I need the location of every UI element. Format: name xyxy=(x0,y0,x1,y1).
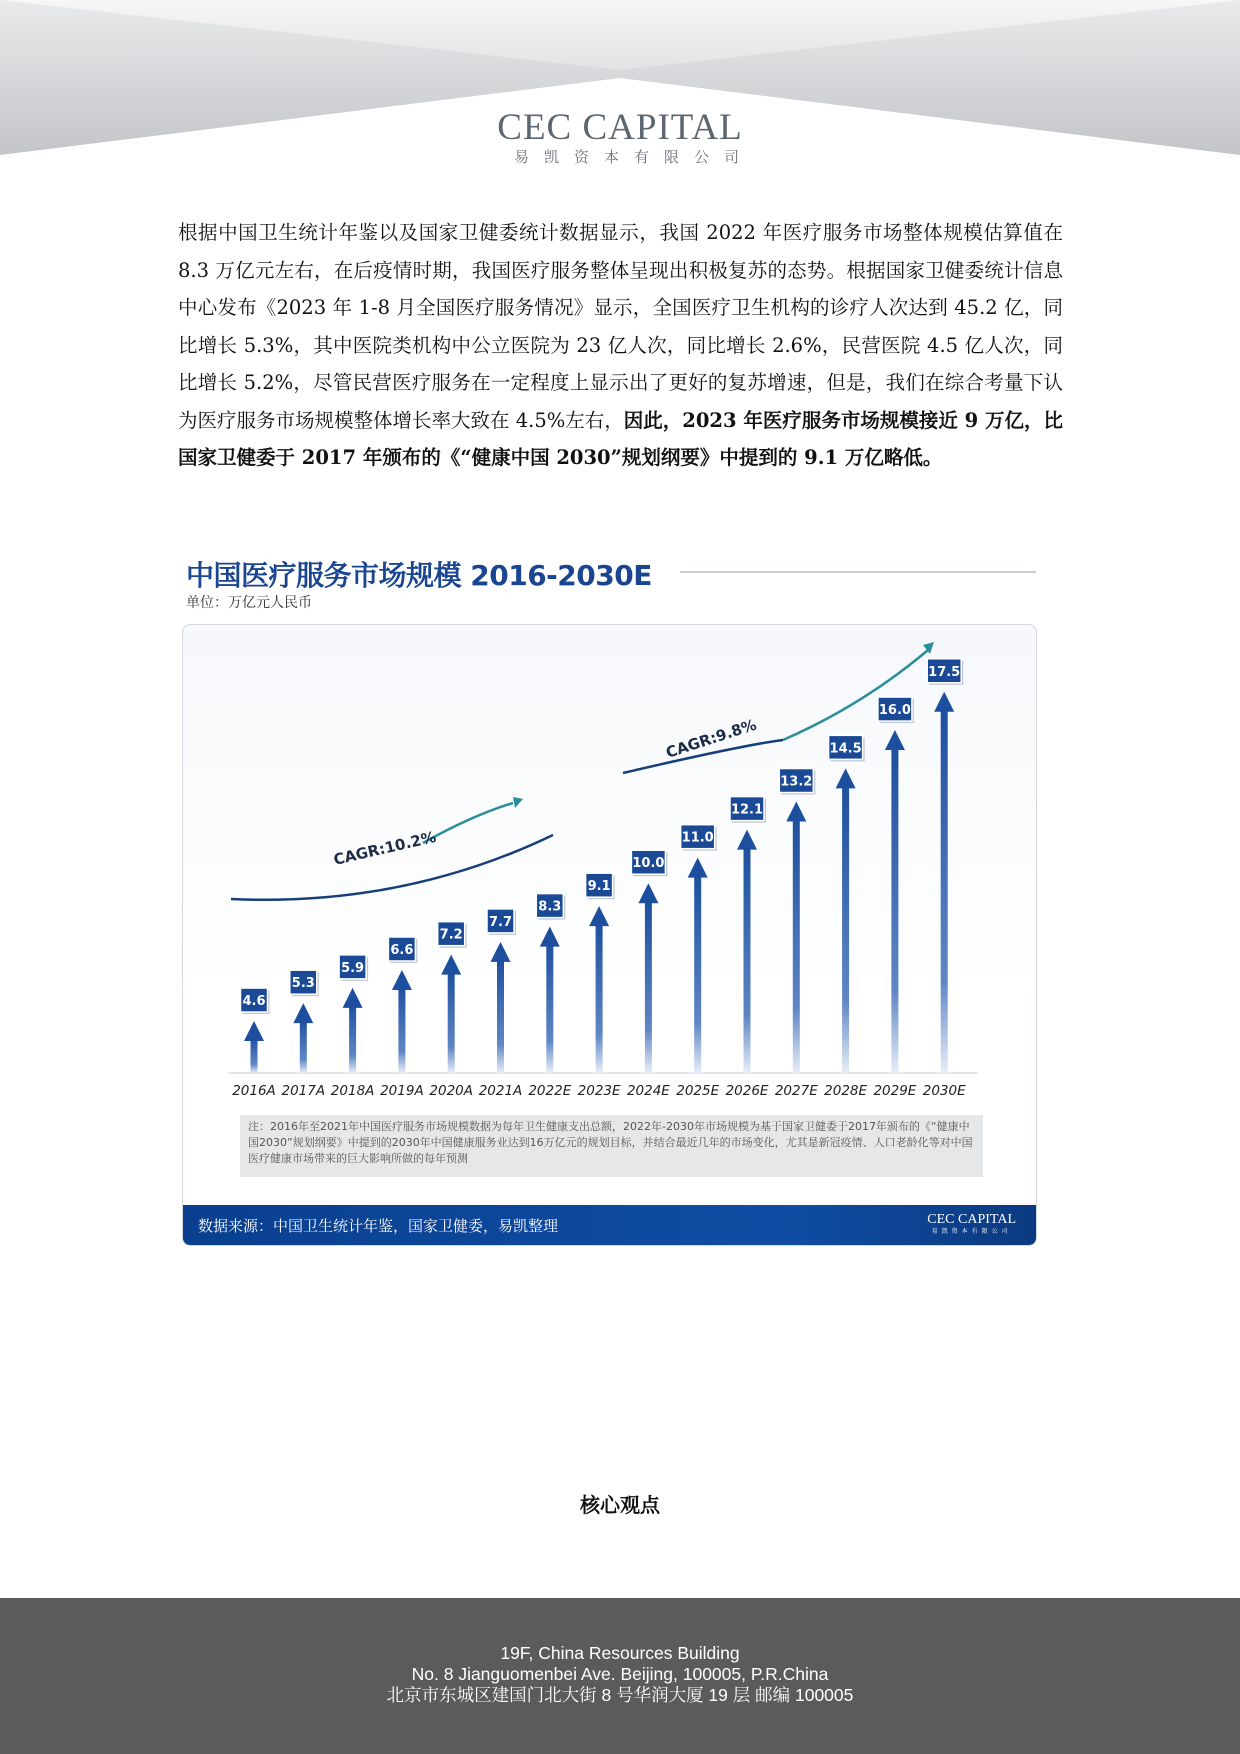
category-label: 2017A xyxy=(281,1083,326,1099)
bar-arrowhead xyxy=(737,830,757,850)
bar-arrowhead xyxy=(540,927,560,947)
value-label: 11.0 xyxy=(681,830,714,846)
chart-note: 注：2016年至2021年中国医疗服务市场规模数据为每年卫生健康支出总额，2022年-2030年市场规模为基于国家卫健委于2017年颁布的《“健康中国2030”规划纲要》中提到的2030年中国健康服务业达到16万亿元的规划目标，并结合最近几年的市场变化，尤其是新冠疫情、人口老龄化等对中国医疗健康市场带来的巨大影响所做的每年预测 xyxy=(240,1115,983,1177)
cagr-arc-2-arrow xyxy=(783,650,928,740)
source-logo-subtitle: 易凯资本有限公司 xyxy=(931,1228,1012,1235)
chart-source: 数据来源：中国卫生统计年鉴，国家卫健委，易凯整理 xyxy=(198,1217,559,1235)
bar-2028E xyxy=(842,784,849,1073)
bar-2029E xyxy=(891,746,898,1073)
bar-2022E xyxy=(546,943,553,1073)
value-label: 5.3 xyxy=(291,976,315,992)
source-logo xyxy=(927,1213,1016,1236)
footer-address-line-3: 北京市东城区建国门北大街 8 号华润大厦 19 层 邮编 100005 xyxy=(386,1685,854,1705)
value-label: 14.5 xyxy=(829,741,862,757)
value-label: 13.2 xyxy=(780,774,813,790)
category-label: 2028E xyxy=(824,1083,868,1099)
logo-subtitle: 易凯资本有限公司 xyxy=(513,148,754,166)
bar-arrowhead xyxy=(293,1003,313,1023)
bar-2021A xyxy=(497,958,504,1073)
bar-2016A xyxy=(251,1037,258,1073)
bar-arrowhead xyxy=(392,970,412,990)
page-footer xyxy=(0,1598,1240,1754)
value-label: 12.1 xyxy=(730,802,764,818)
chart-title: 中国医疗服务市场规模 2016-2030E xyxy=(186,559,652,592)
value-label: 10.0 xyxy=(632,856,665,872)
category-label: 2030E xyxy=(922,1083,966,1099)
category-label: 2025E xyxy=(676,1083,720,1099)
bar-arrowhead xyxy=(836,768,856,788)
intro-text: 根据中国卫生统计年鉴以及国家卫健委统计数据显示，我国 2022 年医疗服务市场整体规模估算值在 8.3 万亿元左右，在后疫情时期，我国医疗服务整体呈现出积极复苏的态势。根据国家卫健委统计信息中心发布《2023 年 1-8 月全国医疗服务情况》显示，全国医疗卫生机构的诊疗人次达到 45.2 亿，同比增长 5.3%，其中医院类机构中公立医院为 23 亿人次，同比增长 2.6%，民营医院 4.5 亿人次，同比增长 5.2%，尽管民营医疗服务在一定程度上显示出了更好的复苏增速，但是，我们在综合考量下认为医疗服务市场规模整体增长率大致在 4.5%左右， xyxy=(178,221,1063,432)
bar-arrowhead xyxy=(786,802,806,822)
bar-2027E xyxy=(793,818,800,1073)
category-label: 2016A xyxy=(232,1083,276,1099)
chart-panel xyxy=(182,624,1037,1246)
title-rule xyxy=(680,571,1036,573)
bar-2018A xyxy=(349,1004,356,1073)
category-label: 2022E xyxy=(528,1083,572,1099)
bar-2023E xyxy=(596,922,603,1073)
category-label: 2018A xyxy=(330,1083,375,1099)
value-label: 5.9 xyxy=(341,960,365,976)
logo-text: CEC CAPITAL xyxy=(497,107,743,148)
cagr-arc-1-arrow xyxy=(423,803,513,843)
value-label: 9.1 xyxy=(587,879,611,895)
category-label: 2020A xyxy=(429,1083,473,1099)
bar-chart-svg xyxy=(183,625,1036,1115)
bar-arrowhead xyxy=(491,942,511,962)
bar-arrowhead xyxy=(638,883,658,903)
category-label: 2019A xyxy=(380,1083,424,1099)
category-label: 2027E xyxy=(774,1083,818,1099)
bar-arrowhead xyxy=(934,692,954,712)
company-logo xyxy=(0,108,1240,148)
bar-2017A xyxy=(300,1019,307,1073)
source-logo-text: CEC CAPITAL xyxy=(927,1212,1016,1227)
value-label: 16.0 xyxy=(878,703,911,719)
market-size-chart xyxy=(180,548,1038,1246)
bar-arrowhead xyxy=(244,1021,264,1041)
bar-arrowhead xyxy=(688,858,708,878)
cagr-arrowhead-1 xyxy=(513,797,523,808)
bar-2030E xyxy=(941,708,948,1073)
source-bar xyxy=(183,1205,1036,1245)
footer-address-line-1: 19F, China Resources Building xyxy=(500,1643,740,1663)
bar-2019A xyxy=(398,986,405,1073)
intro-paragraph xyxy=(178,214,1063,477)
bar-2025E xyxy=(694,874,701,1073)
bar-arrowhead xyxy=(885,730,905,750)
category-label: 2024E xyxy=(626,1083,670,1099)
intro-bold-conclusion: 因此，2023 年医疗服务市场规模接近 9 万亿，比国家卫健委于 2017 年颁布的《“健康中国 2030”规划纲要》中提到的 9.1 万亿略低。 xyxy=(178,408,1063,469)
cagr-label-1: CAGR:10.2% xyxy=(331,827,438,869)
value-label: 6.6 xyxy=(390,943,414,958)
category-label: 2021A xyxy=(478,1083,523,1099)
footer-address-line-2: No. 8 Jianguomenbei Ave. Beijing, 100005, P.R.China xyxy=(411,1664,829,1684)
value-label: 7.2 xyxy=(439,927,463,943)
bar-2026E xyxy=(744,846,751,1073)
chart-unit: 单位：万亿元人民币 xyxy=(186,595,312,611)
cagr-label-2: CAGR:9.8% xyxy=(663,715,759,762)
value-label: 17.5 xyxy=(928,664,961,680)
bar-arrowhead xyxy=(589,906,609,926)
bar-2020A xyxy=(448,971,455,1073)
bar-arrowhead xyxy=(343,988,363,1008)
core-view-heading: 核心观点 xyxy=(580,1493,660,1517)
value-label: 8.3 xyxy=(538,899,562,915)
bar-arrowhead xyxy=(441,955,461,975)
bar-2024E xyxy=(645,899,652,1073)
value-label: 7.7 xyxy=(488,914,513,930)
category-label: 2026E xyxy=(725,1083,769,1099)
category-label: 2023E xyxy=(577,1083,621,1099)
category-label: 2029E xyxy=(873,1083,917,1099)
value-label: 4.6 xyxy=(242,994,266,1010)
